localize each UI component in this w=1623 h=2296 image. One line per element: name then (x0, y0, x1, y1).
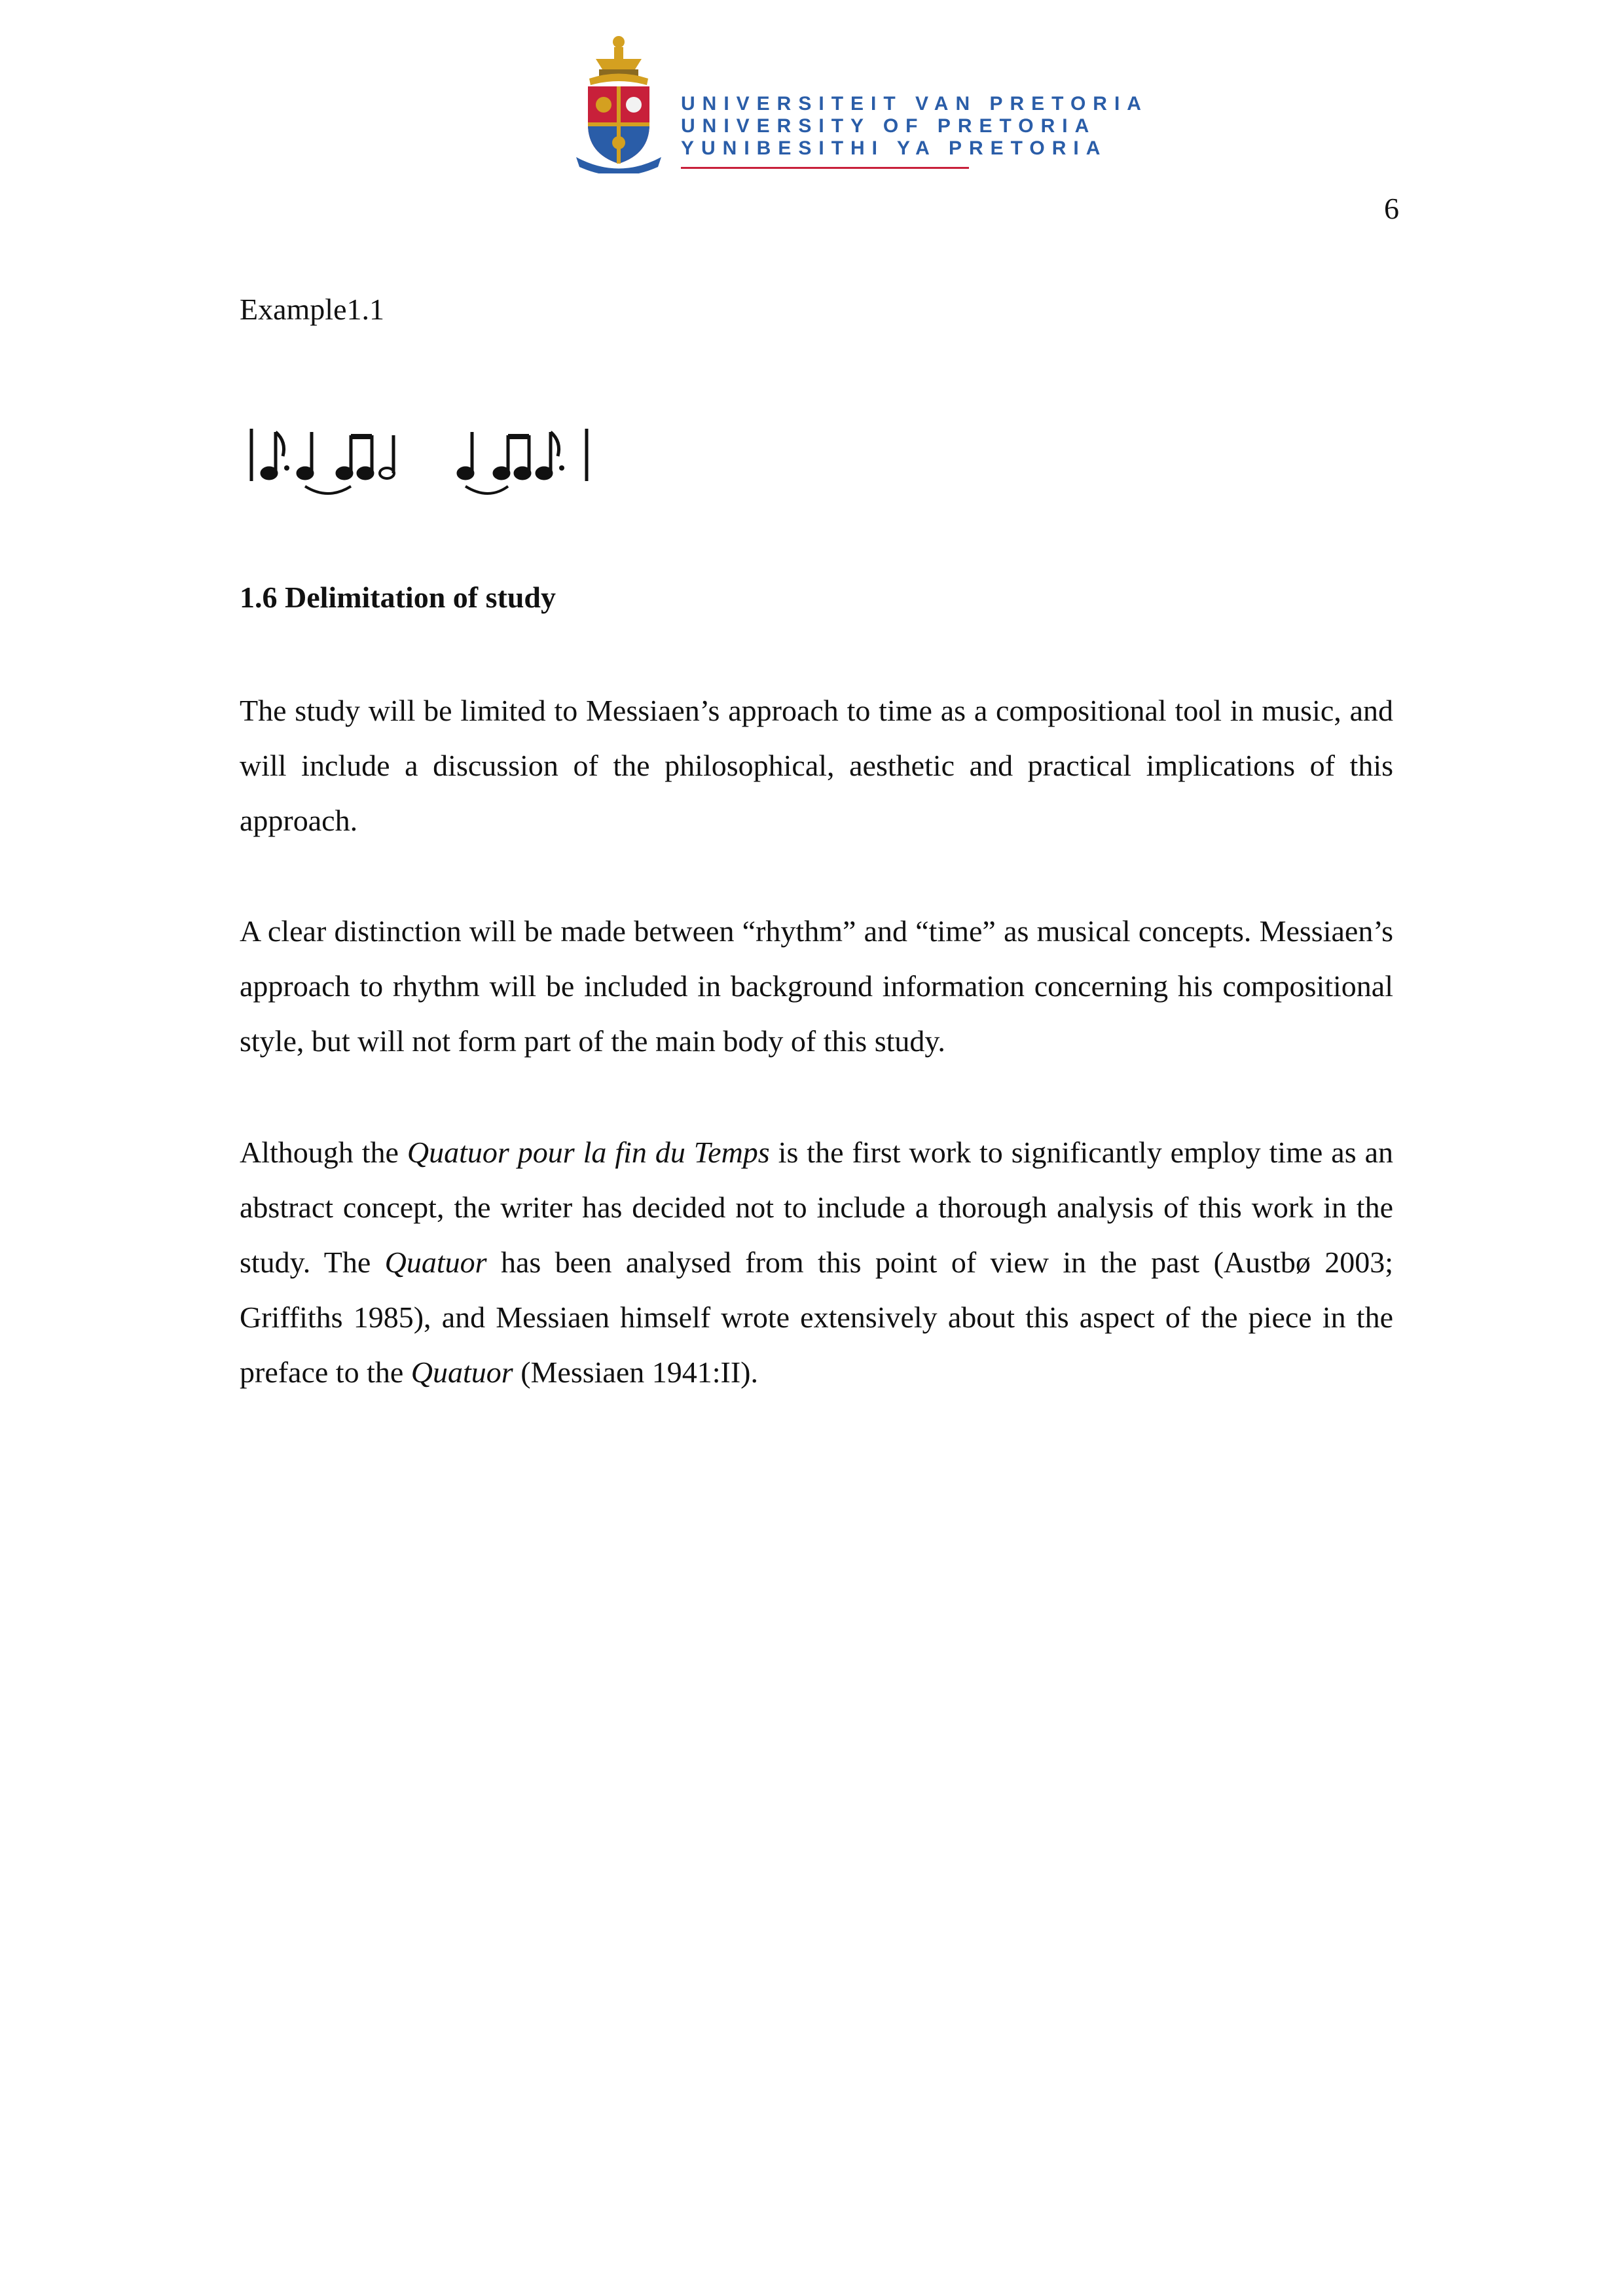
work-title: Quatuor (384, 1246, 487, 1279)
paragraph-quatuor (240, 1125, 1393, 1400)
university-name-block (681, 93, 1148, 160)
text-run: has been analysed from this point of view in the past (Austbø 2003; Griffiths 1985), and Messiaen himself wrote extensively about this aspect of the piece in the preface to the (240, 1246, 1393, 1389)
university-name-english: UNIVERSITY OF PRETORIA (681, 115, 1097, 137)
text-run: is the first work to significantly employ time as an abstract concept, the writer has decided not to include a thorough analysis of this work in the study. The (240, 1136, 1393, 1279)
paragraph-scope: The study will be limited to Messiaen’s approach to time as a compositional tool in music, and will include a discussion of the philosophical, aesthetic and practical implications of this approach. (240, 694, 1393, 837)
work-title: Quatuor (410, 1355, 513, 1389)
page-number: 6 (1384, 192, 1399, 225)
paragraph-rhythm-time: A clear distinction will be made between “rhythm” and “time” as musical concepts. Messiaen’s approach to rhythm will be included in background information concerning his compositional style, but will not form part of the main body of this study. (240, 914, 1393, 1058)
example-label: Example1.1 (240, 293, 384, 326)
header-rule (681, 167, 969, 169)
text-run: (Messiaen 1941:II). (513, 1355, 758, 1389)
university-crest-icon (570, 33, 668, 173)
section-heading: 1.6 Delimitation of study (240, 581, 556, 614)
work-title: Quatuor pour la fin du Temps (407, 1136, 770, 1169)
university-name-sepedi: YUNIBESITHI YA PRETORIA (681, 137, 1108, 159)
university-header (570, 33, 1148, 173)
text-run: Although the (240, 1136, 407, 1169)
university-name-afrikaans: UNIVERSITEIT VAN PRETORIA (681, 93, 1148, 115)
rhythm-notation-figure (240, 403, 619, 514)
